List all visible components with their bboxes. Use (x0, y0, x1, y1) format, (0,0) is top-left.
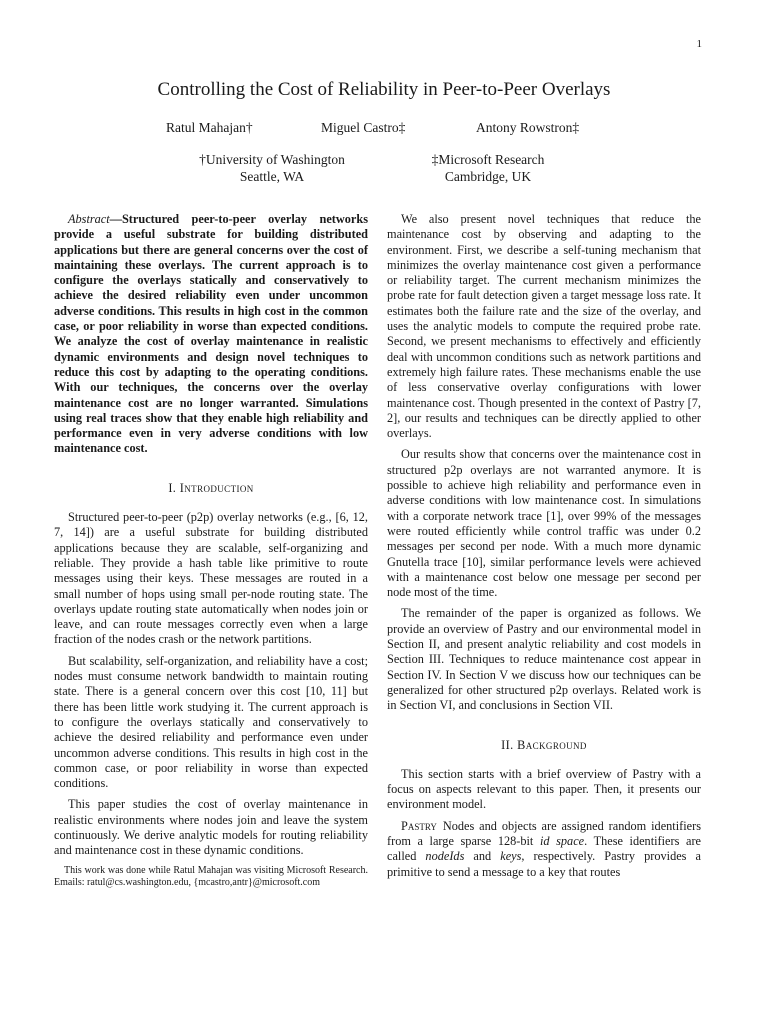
abstract-label: Abstract (68, 212, 110, 226)
intro-paragraph: But scalability, self-organization, and reliability have a cost; nodes must consume network bandwidth to maintain routing state. There is a general concern over this cost [10, 11] but there has been little work studying it. The current approach is to configure the overlays statically and conservatively to achieve the desired reliability and performance even under uncommon adverse conditions. This results in high cost in the common case, or poor reliability in worse than expected conditions. (54, 653, 368, 791)
section-heading-introduction (54, 481, 368, 496)
intro-paragraph: This paper studies the cost of overlay maintenance in realistic environments where nodes join and leave the system continuously. We derive analytic models for routing reliability and maintenance cost in these dynamic conditions. (54, 797, 368, 858)
term-nodeids: nodeIds (425, 849, 465, 864)
affiliation-2-name: ‡Microsoft Research (431, 152, 545, 167)
pastry-text: Nodes and objects are assigned random identifiers from a large sparse 128-bit (387, 818, 701, 848)
pastry-text: and (464, 849, 501, 864)
author-2: Miguel Castro‡ (321, 120, 406, 135)
affiliation-1-location: Seattle, WA (239, 169, 305, 184)
pastry-paragraph (387, 819, 701, 880)
affiliation-1-name: †University of Washington (199, 152, 345, 167)
section-number: I. (168, 480, 177, 495)
abstract-text: —Structured peer-to-peer overlay networks provide a useful substrate for building distributed applications but there are general concerns over the cost of maintaining these overlays. The current approach is to configure the overlays statically and conservatively to achieve the desired reliability even under uncommon adverse conditions. This results in high cost in the common case, or poor reliability in worse than expected conditions. We analyze the cost of overlay maintenance in realistic dynamic environments and design novel techniques to reduce this cost by adapting to the operating conditions. With our techniques, the concerns over the overlay maintenance cost are no longer warranted. Simulations using real traces show that they enable high reliability and performance even in very adverse conditions with low maintenance cost. (54, 212, 368, 456)
right-column (387, 212, 701, 886)
section-title: Introduction (179, 480, 254, 495)
footnote: This work was done while Ratul Mahajan was visiting Microsoft Research. Emails: ratul@cs.washington.edu, {mcastro,antr}@microsoft.com (54, 864, 368, 888)
term-id-space: id space (539, 833, 585, 848)
intro-paragraph: We also present novel techniques that reduce the maintenance cost by observing and adapting to the environment. First, we describe a self-tuning mechanism that minimizes the overlay maintenance cost given a performance or reliability target. The current mechanism minimizes the probe rate for fault detection given a target message loss rate. It estimates both the failure rate and the size of the overlay, and uses the analytic models to compute the required probe rate. Second, we present mechanisms to effectively and efficiently deal with uncommon conditions such as network partitions and extremely high failure rates. These mechanisms enable the use of less conservative overlay configurations with lower maintenance cost. Though presented in the context of Pastry [7, 2], our results and techniques can be directly applied to other overlays. (387, 212, 701, 441)
author-1: Ratul Mahajan† (166, 120, 253, 135)
term-keys: keys (500, 849, 522, 864)
left-column (54, 212, 368, 889)
intro-paragraph: Our results show that concerns over the maintenance cost in structured p2p overlays are not warranted anymore. It is possible to achieve high reliability and performance even in adverse conditions with low maintenance cost. In simulations with a corporate network trace [1], over 99% of the messages were routed efficiently while control traffic was under 0.2 messages per second per node. With a much more dynamic Gnutella trace [10], similar performance levels were achieved with a maintenance cost below one message per second per node most of the time. (387, 447, 701, 600)
background-paragraph: This section starts with a brief overview of Pastry with a focus on aspects relevant to this paper. Then, it presents our environment model. (387, 766, 701, 812)
intro-paragraph: Structured peer-to-peer (p2p) overlay networks (e.g., [6, 12, 7, 14]) are a useful substrate for building distributed applications because they are scalable, self-organizing and reliable. They provide a hash table like primitive to route messages using their keys. These messages are routed in a small number of hops using small per-node routing state. The overlays update routing state automatically when nodes join or leave, and can route messages correctly even when a large fraction of the nodes crash or the network partitions. (54, 510, 368, 647)
pastry-text: . These identifiers are called (387, 833, 701, 864)
pastry-text: , respectively. Pastry provides a primitive to send a message to a key that routes (387, 849, 701, 879)
page-number: 1 (696, 38, 702, 50)
author-list (0, 120, 768, 140)
section-title: Background (517, 737, 587, 752)
section-number: II. (501, 737, 514, 752)
paper-title: Controlling the Cost of Reliability in Peer-to-Peer Overlays (157, 79, 611, 100)
affiliation-2-location: Cambridge, UK (444, 169, 532, 184)
author-3: Antony Rowstron‡ (476, 120, 580, 135)
intro-paragraph: The remainder of the paper is organized as follows. We provide an overview of Pastry and our environmental model in Section II, and present analytic reliability and cost models in Section III. Techniques to reduce maintenance cost appear in Section IV. In Section V we discuss how our techniques can be generalized for other structured p2p overlays. Related work is in Section VI, and conclusions in Section VII. (387, 606, 701, 713)
pastry-run-in: Pastry (401, 818, 437, 833)
section-heading-background (387, 738, 701, 753)
abstract (54, 212, 368, 457)
affiliation-2 (358, 151, 618, 185)
